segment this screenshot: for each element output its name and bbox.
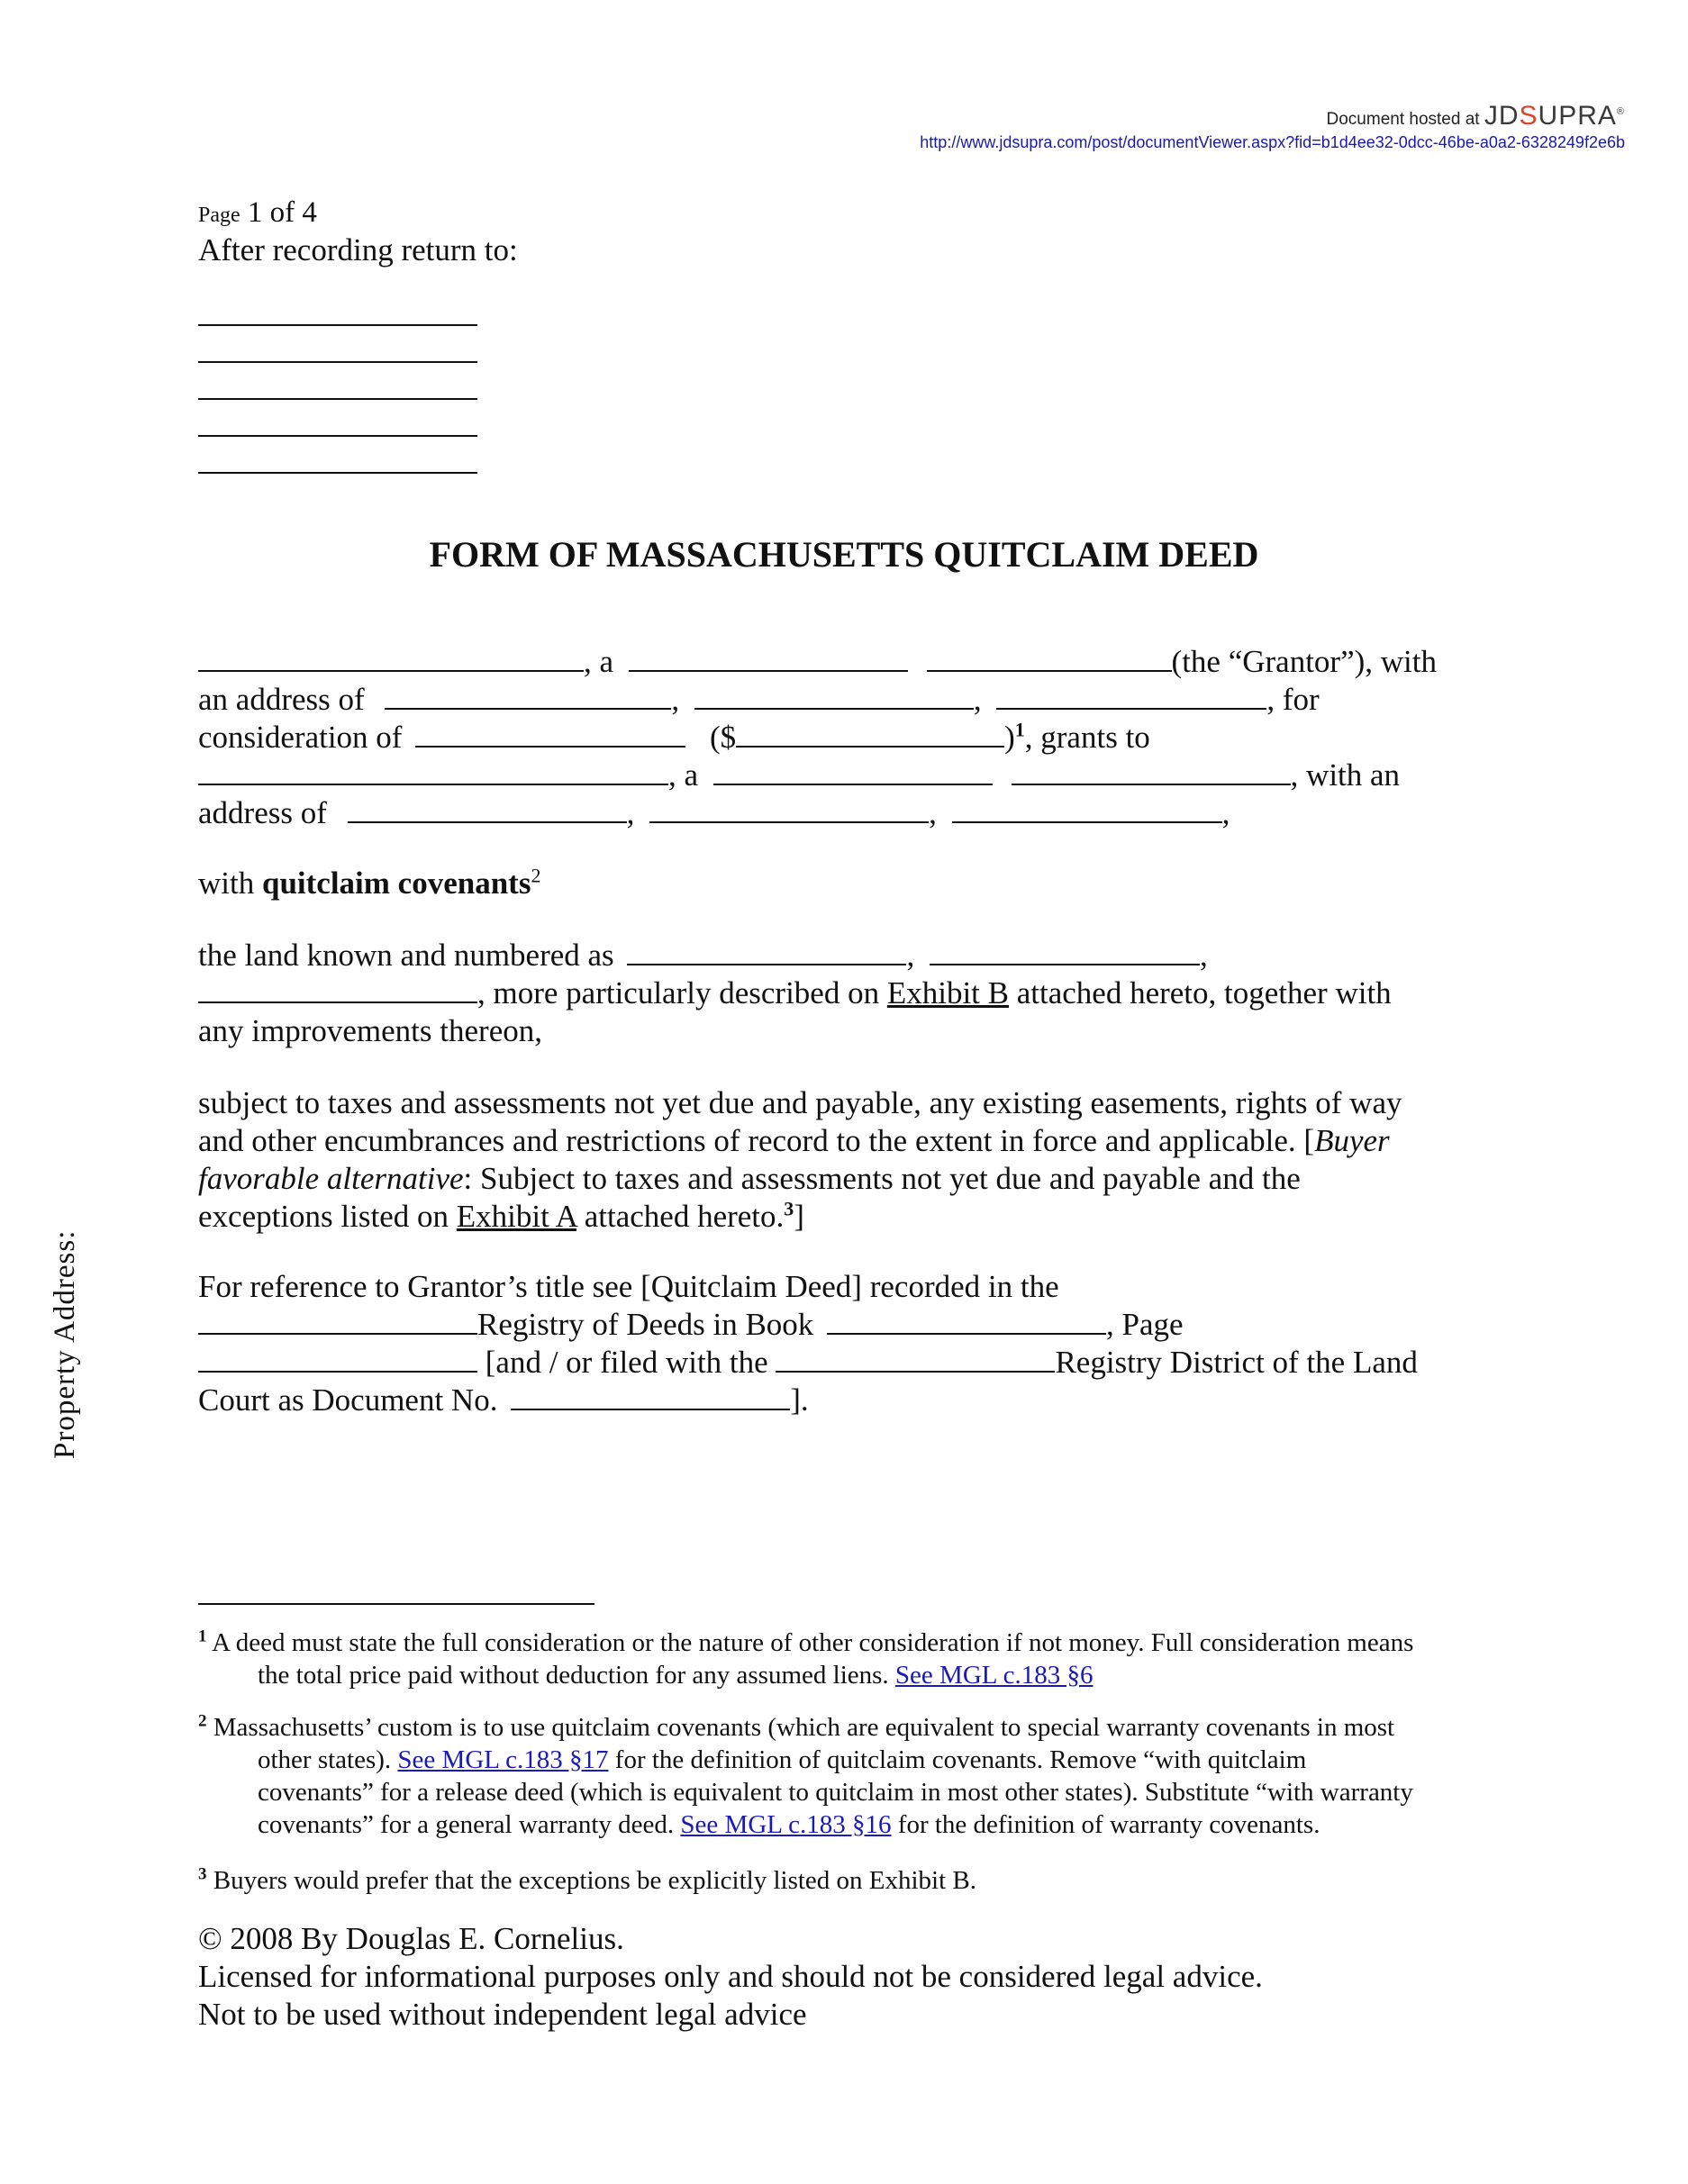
footnote-3 <box>198 1864 1486 1897</box>
text: Buyers would prefer that the exceptions be explicitly listed on Exhibit B. <box>213 1866 977 1895</box>
title-reference <box>198 1268 1477 1419</box>
text: covenants” for a general warranty deed. <box>258 1810 681 1839</box>
return-address-line <box>198 361 477 363</box>
text: : Subject to taxes and assessments not yet due and payable and the <box>463 1161 1301 1196</box>
mgl-183-16-link[interactable]: See MGL c.183 §16 <box>680 1810 892 1839</box>
grantor-name-blank <box>198 643 584 672</box>
deed-line-5 <box>198 794 1477 832</box>
return-address-line <box>198 398 477 400</box>
text: , a <box>584 644 614 679</box>
reference-line-3 <box>198 1344 1477 1382</box>
mgl-183-6-link[interactable]: See MGL c.183 §6 <box>894 1661 1094 1690</box>
text: for the definition of warranty covenants. <box>891 1810 1320 1839</box>
jdsupra-logo <box>1484 101 1625 131</box>
text: ] <box>794 1199 804 1234</box>
logo-mark: ® <box>1616 106 1625 117</box>
property-address-vertical-label: Property Address: <box>49 1229 81 1459</box>
land-court-district-blank <box>776 1344 1055 1373</box>
copyright-line: © 2008 By Douglas E. Cornelius. <box>198 1921 624 1956</box>
grantee-state-zip-blank <box>952 794 1222 823</box>
quitclaim-covenants-bold: quitclaim covenants <box>261 865 531 901</box>
text: Massachusetts’ custom is to use quitclaim covenants (which are equivalent to special warranty covenants in most <box>213 1713 1395 1742</box>
text: consideration of <box>198 720 403 755</box>
text: an address of <box>198 682 365 717</box>
text: A deed must state the full consideration or the nature of other consideration if not money. Full consideration means <box>212 1628 1414 1657</box>
return-address-lines <box>198 324 477 509</box>
page-label: Page <box>198 204 240 227</box>
text: Registry District of the Land <box>1055 1345 1418 1380</box>
text: ) <box>1004 720 1015 755</box>
copyright-notice <box>198 1920 1263 2034</box>
land-line-1 <box>198 937 1477 974</box>
text: , <box>671 682 680 717</box>
town-blank <box>198 974 477 1003</box>
text: , <box>973 682 982 717</box>
subject-line-3 <box>198 1160 1477 1198</box>
text: , Page <box>1106 1307 1184 1342</box>
text: 3 <box>198 1864 207 1884</box>
text: 1 <box>198 1627 207 1646</box>
text: favorable alternative <box>198 1161 464 1196</box>
document-url-link[interactable]: http://www.jdsupra.com/post/documentViewer.aspx?fid=b1d4ee32-0dcc-46be-a0a2-6328249f2e6b <box>920 133 1625 151</box>
document-title: FORM OF MASSACHUSETTS QUITCLAIM DEED <box>429 534 1259 575</box>
text: , <box>906 938 915 973</box>
page-number-blank <box>198 1344 477 1373</box>
text: [and / or filed with the <box>477 1345 776 1380</box>
text: for the definition of quitclaim covenants. Remove “with quitclaim <box>608 1745 1307 1774</box>
grantor-street-blank <box>385 681 671 710</box>
return-address-line <box>198 472 477 474</box>
grantor-city-blank <box>694 681 974 710</box>
return-address-line <box>198 324 477 326</box>
hosted-banner <box>1153 101 1625 131</box>
text: exceptions listed on <box>198 1199 457 1234</box>
text: address of <box>198 795 327 830</box>
reference-line-4 <box>198 1382 1477 1419</box>
subject-line-4 <box>198 1198 1477 1236</box>
text: and other encumbrances and restrictions of record to the extent in force and applicable. [ <box>198 1123 1315 1158</box>
mgl-183-17-link[interactable]: See MGL c.183 §17 <box>397 1745 609 1774</box>
disclaimer-line: Not to be used without independent legal advice <box>198 1997 807 2032</box>
registry-county-blank <box>198 1306 477 1335</box>
text: (the “Grantor”), with <box>1171 644 1438 679</box>
deed-parties-block <box>198 643 1477 832</box>
text: with <box>198 865 262 901</box>
text: attached hereto, together with <box>1009 975 1392 1010</box>
license-line: Licensed for informational purposes only and should not be considered legal advice. <box>198 1959 1263 1994</box>
logo-s: S <box>1519 101 1538 131</box>
consideration-amount-blank <box>736 719 1004 748</box>
text: 2 <box>198 1711 207 1731</box>
deed-line-4 <box>198 757 1477 794</box>
text: the land known and numbered as <box>198 938 614 973</box>
grantee-street-blank <box>348 794 627 823</box>
text: , a <box>668 757 699 793</box>
document-number-blank <box>511 1382 790 1410</box>
hosted-prefix: Document hosted at <box>1326 110 1480 129</box>
covenants-line <box>198 865 1477 902</box>
footnote-2 <box>198 1711 1486 1841</box>
book-number-blank <box>827 1306 1106 1335</box>
deed-line-2 <box>198 681 1477 719</box>
text: attached hereto. <box>576 1199 785 1234</box>
deed-line-1 <box>198 643 1477 681</box>
subject-line-2 <box>198 1122 1477 1160</box>
footnote-separator <box>198 1603 594 1605</box>
page-count: 1 of 4 <box>247 196 317 229</box>
return-address-line <box>198 435 477 437</box>
text: , <box>929 795 937 830</box>
footnote-ref-2: 2 <box>531 864 541 887</box>
text: , more particularly described on <box>477 975 887 1010</box>
logo-upra: UPRA <box>1538 101 1617 131</box>
grantor-state-blank <box>927 643 1172 672</box>
text: Registry of Deeds in Book <box>477 1307 814 1342</box>
land-line-3: any improvements thereon, <box>198 1013 542 1048</box>
exhibit-a-ref: Exhibit A <box>456 1199 576 1234</box>
text: covenants” for a release deed (which is equivalent to quitclaim in most other states). Substitute “with warranty <box>258 1778 1413 1807</box>
subject-to-clause <box>198 1084 1477 1236</box>
text: Buyer <box>1314 1123 1390 1158</box>
grantee-entity-blank <box>713 757 993 785</box>
text: ($ <box>709 720 737 755</box>
text: Court as Document No. <box>198 1382 498 1418</box>
text: , <box>626 795 635 830</box>
street-name-blank <box>930 937 1200 965</box>
deed-line-3 <box>198 719 1477 757</box>
text: , <box>1199 938 1208 973</box>
text: , with an <box>1290 757 1401 793</box>
reference-line-2 <box>198 1306 1477 1344</box>
grantee-state-blank <box>1012 757 1291 785</box>
text: , for <box>1266 682 1320 717</box>
street-number-blank <box>627 937 906 965</box>
grantor-state-zip-blank <box>996 681 1266 710</box>
land-description <box>198 937 1477 1050</box>
text: ]. <box>790 1382 809 1418</box>
text: , <box>1221 795 1230 830</box>
footnote-1 <box>198 1627 1486 1691</box>
page-number <box>198 196 317 230</box>
subject-line-1: subject to taxes and assessments not yet due and payable, any existing easements, rights of way <box>198 1085 1402 1120</box>
grantor-entity-blank <box>629 643 908 672</box>
text: the total price paid without deduction for any assumed liens. <box>258 1661 895 1690</box>
consideration-words-blank <box>415 719 685 748</box>
footnote-ref-3: 3 <box>784 1197 794 1220</box>
logo-jd: JD <box>1484 101 1520 131</box>
grantee-city-blank <box>649 794 929 823</box>
text: , grants to <box>1024 720 1150 755</box>
exhibit-b-ref: Exhibit B <box>886 975 1009 1010</box>
land-line-2 <box>198 974 1477 1012</box>
footnote-ref-1: 1 <box>1014 718 1025 741</box>
grantee-name-blank <box>198 757 668 785</box>
reference-line-1: For reference to Grantor’s title see [Quitclaim Deed] recorded in the <box>198 1269 1059 1304</box>
text: other states). <box>258 1745 398 1774</box>
return-to-label: After recording return to: <box>198 232 518 267</box>
